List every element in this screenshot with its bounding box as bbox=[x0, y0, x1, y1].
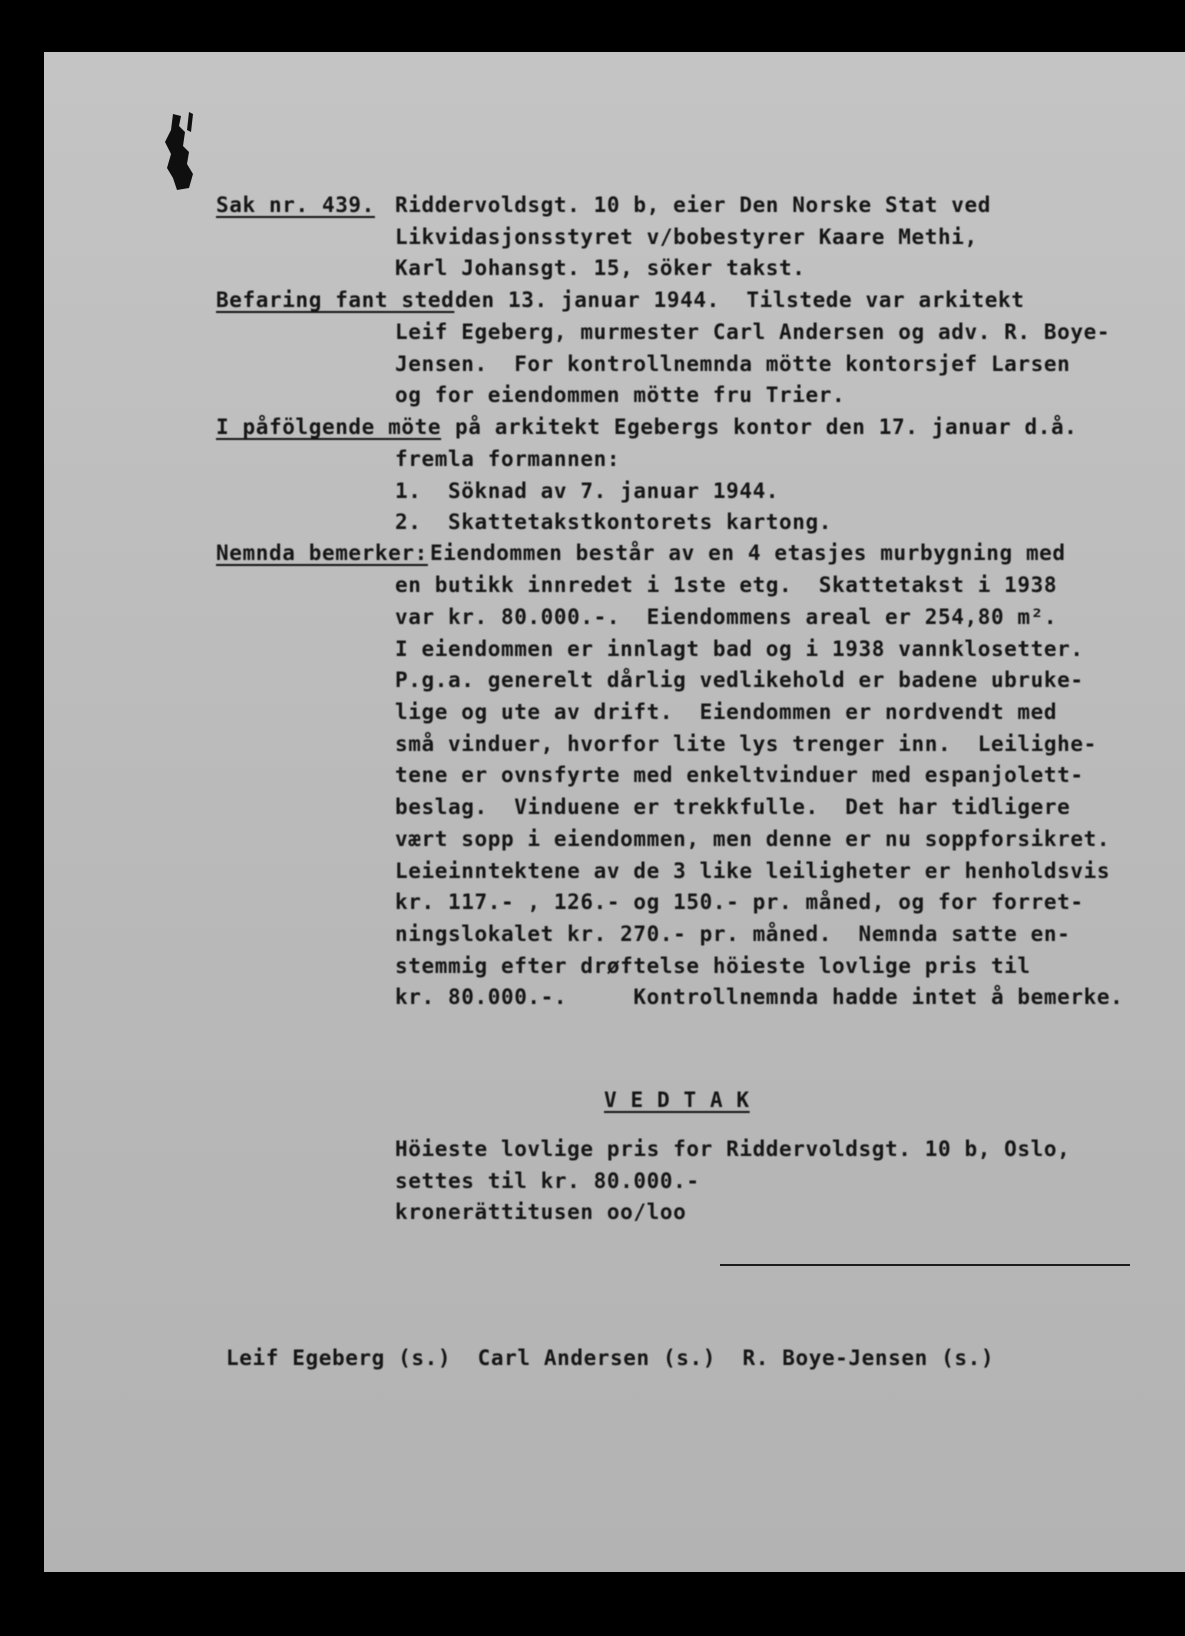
numbered-item: 2. Skattetakstkontorets kartong. bbox=[395, 510, 833, 534]
body-line: beslag. Vinduene er trekkfulle. Det har tidligere bbox=[395, 795, 1071, 819]
meeting-label: I påfölgende möte bbox=[216, 415, 442, 439]
body-line: fremla formannen: bbox=[395, 447, 621, 471]
body-line: Leieinntektene av de 3 like leiligheter er henholdsvis bbox=[395, 859, 1111, 883]
decision-line: Höieste lovlige pris for Riddervoldsgt. 10 b, Oslo, bbox=[395, 1137, 1071, 1161]
body-line: P.g.a. generelt dårlig vedlikehold er badene ubruke- bbox=[395, 668, 1084, 692]
body-line: lige og ute av drift. Eiendommen er nordvendt med bbox=[395, 700, 1058, 724]
body-line: Riddervoldsgt. 10 b, eier Den Norske Stat ved bbox=[395, 193, 991, 217]
body-line: små vinduer, hvorfor lite lys trenger inn. Leilighe- bbox=[395, 732, 1097, 756]
body-line: I eiendommen er innlagt bad og i 1938 vannklosetter. bbox=[395, 637, 1084, 661]
fill-dash-line bbox=[720, 1264, 1130, 1266]
body-line: tene er ovnsfyrte med enkeltvinduer med espanjolett- bbox=[395, 763, 1084, 787]
body-line: Eiendommen består av en 4 etasjes murbygning med bbox=[430, 541, 1066, 565]
body-line: kr. 117.- , 126.- og 150.- pr. måned, og for forret- bbox=[395, 890, 1084, 914]
body-line: på arkitekt Egebergs kontor den 17. januar d.å. bbox=[455, 415, 1078, 439]
signatures-line: Leif Egeberg (s.) Carl Andersen (s.) R. Boye-Jensen (s.) bbox=[226, 1346, 995, 1370]
body-line: Likvidasjonsstyret v/bobestyrer Kaare Methi, bbox=[395, 225, 978, 249]
decision-heading: V E D T A K bbox=[604, 1088, 750, 1112]
committee-remarks-label: Nemnda bemerker: bbox=[216, 541, 428, 565]
body-line: kr. 80.000.-. Kontrollnemnda hadde intet å bemerke. bbox=[395, 985, 1124, 1009]
decision-line: kronerättitusen oo/loo bbox=[395, 1200, 687, 1224]
body-line: en butikk innredet i 1ste etg. Skattetakst i 1938 bbox=[395, 573, 1058, 597]
numbered-item: 1. Söknad av 7. januar 1944. bbox=[395, 479, 780, 503]
body-line: den 13. januar 1944. Tilstede var arkitekt bbox=[455, 288, 1025, 312]
body-line: var kr. 80.000.-. Eiendommens areal er 254,80 m². bbox=[395, 605, 1058, 629]
body-line: ningslokalet kr. 270.- pr. måned. Nemnda satte en- bbox=[395, 922, 1071, 946]
body-line: stemmig efter drøftelse höieste lovlige pris til bbox=[395, 954, 1031, 978]
case-number-label: Sak nr. 439. bbox=[216, 193, 375, 217]
body-line: Karl Johansgt. 15, söker takst. bbox=[395, 256, 806, 280]
body-line: Jensen. For kontrollnemnda mötte kontorsjef Larsen bbox=[395, 352, 1071, 376]
decision-line: settes til kr. 80.000.- bbox=[395, 1169, 700, 1193]
inspection-label: Befaring fant sted bbox=[216, 288, 455, 312]
ink-blot-mark bbox=[159, 112, 199, 192]
body-line: og for eiendommen mötte fru Trier. bbox=[395, 383, 846, 407]
body-line: Leif Egeberg, murmester Carl Andersen og adv. R. Boye- bbox=[395, 320, 1111, 344]
body-line: vært sopp i eiendommen, men denne er nu soppforsikret. bbox=[395, 827, 1111, 851]
